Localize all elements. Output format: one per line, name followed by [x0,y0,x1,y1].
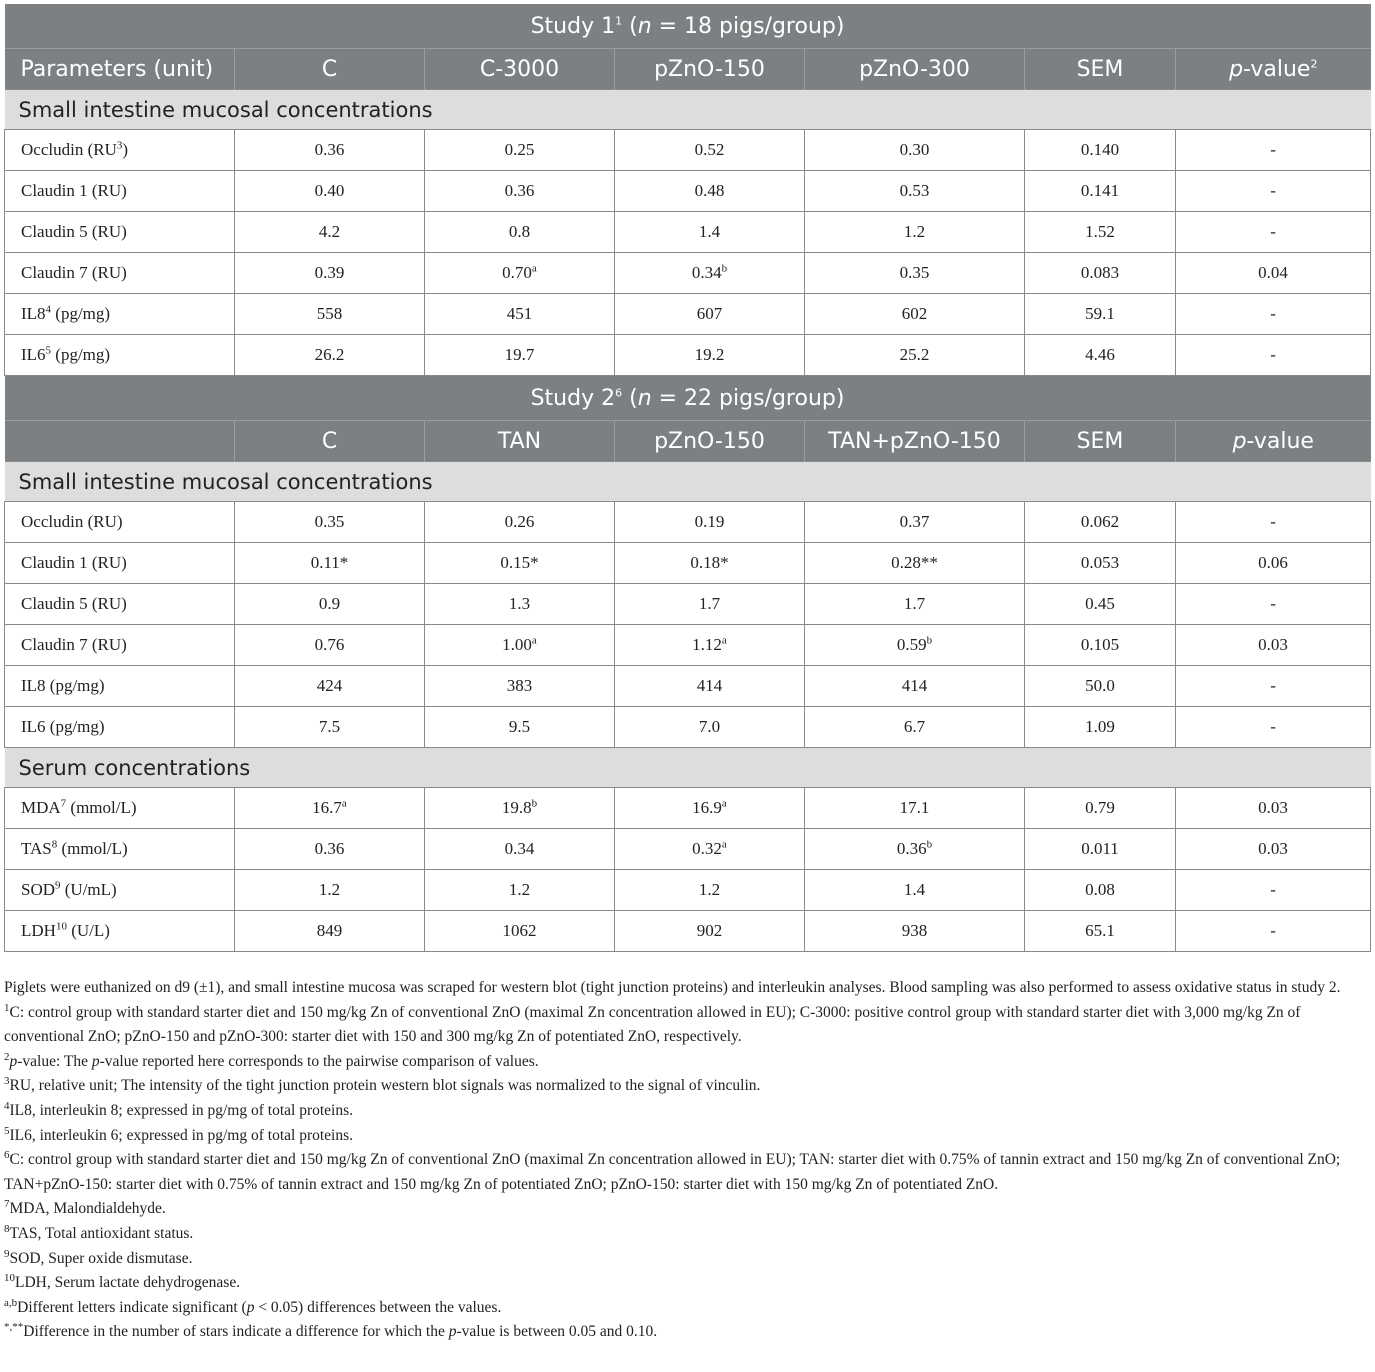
value-group-2-cell [425,130,615,171]
value-sem: 0.140 [1025,130,1176,171]
value-group-2-cell [425,707,615,748]
value-c-cell [235,543,425,584]
footnote-6: $^6$C: control group with standard starter diet and 150 mg/kg Zn of conventional ZnO (maximal Zn concentration allowed in EU); TAN: starter diet with 0.75% of tannin extract and 150 mg/kg Zn of conventional ZnO; TAN+pZnO-150: starter diet with 0.75% of tannin extract and 150 mg/kg Zn of potentiated ZnO; pZnO-150: starter diet with 150 mg/kg Zn of potentiated ZnO. [4,1149,1341,1193]
value-group-3-cell [615,543,805,584]
value-group-2: 0.26 [504,512,535,531]
value-group-2: 0.25 [504,140,535,159]
value-group-2: 1.00 [502,635,532,654]
parameter-name: LDH [21,921,56,940]
study1-header-row [5,49,1371,90]
value-c: 0.9 [318,594,341,613]
value-group-4: 1.2 [903,222,926,241]
value-group-2-cell [425,253,615,294]
value-sem: 4.46 [1025,335,1176,376]
value-group-2: 9.5 [508,717,531,736]
parameter-name: MDA [21,798,61,817]
value-c: 0.76 [314,635,345,654]
value-sem: 0.053 [1025,543,1176,584]
parameter-name: Occludin (RU [21,140,117,159]
header-sem: SEM [1025,49,1176,90]
value-group-2: 0.70 [502,263,532,282]
value-group-2: 451 [506,304,533,323]
table-row [5,253,1371,294]
value-group-4-cell [805,171,1025,212]
value-c: 1.2 [318,880,341,899]
value-p: 0.06 [1176,543,1371,584]
value-group-2: 19.7 [504,345,535,364]
value-p: 0.04 [1176,253,1371,294]
section-heading: Small intestine mucosal concentrations [5,462,1371,502]
value-group-3-cell [615,788,805,829]
table-row [5,335,1371,376]
value-group-4: 0.59 [896,635,927,654]
value-group-3-cell [615,502,805,543]
value-p: - [1176,870,1371,911]
table-row [5,829,1371,870]
value-group-3-cell [615,666,805,707]
value-group-4-cell [805,130,1025,171]
value-group-2: 1.2 [508,880,531,899]
value-group-4-cell [805,502,1025,543]
value-group-2: 1062 [502,921,537,940]
value-group-2: 0.15* [500,553,539,572]
footnote-marker: 3 [116,139,123,152]
footnote-5: $^5$IL6, interleukin 6; expressed in pg/mg of total proteins. [4,1124,354,1144]
footnote-ab: $^{a,b}$Different letters indicate significant (p < 0.05) differences between the values. [4,1296,502,1316]
parameter-name: Claudin 7 (RU) [21,263,127,282]
footnote-7: $^7$MDA, Malondialdehyde. [4,1198,166,1218]
value-p: - [1176,294,1371,335]
value-group-2: 0.36 [504,181,535,200]
header-pzno-300: pZnO-300 [805,49,1025,90]
results-table-container [4,4,1370,952]
study2-title-row [5,376,1371,421]
table-row [5,543,1371,584]
results-table [4,4,1371,952]
value-group-3-cell [615,294,805,335]
value-group-4: 1.4 [903,880,926,899]
value-sem: 0.45 [1025,584,1176,625]
value-group-4: 0.53 [899,181,930,200]
value-c: 26.2 [314,345,345,364]
value-group-3: 414 [696,676,723,695]
header-sem: SEM [1025,421,1176,462]
header-tan-pzno-150: TAN+pZnO-150 [805,421,1025,462]
parameter-cell [5,212,235,253]
header-c: C [235,49,425,90]
significance-letter: a [531,634,537,647]
significance-letter: a [721,838,727,851]
header-pzno-150: pZnO-150 [615,421,805,462]
parameter-unit: (pg/mg) [51,304,111,323]
value-p: - [1176,584,1371,625]
value-group-4: 0.37 [899,512,930,531]
value-sem: 0.083 [1025,253,1176,294]
parameter-name: TAS [21,839,52,858]
value-group-3: 0.52 [694,140,725,159]
value-group-4-cell [805,870,1025,911]
parameter-cell [5,625,235,666]
value-c-cell [235,625,425,666]
parameter-name: IL8 [21,304,46,323]
value-p: - [1176,171,1371,212]
section-heading: Serum concentrations [5,748,1371,788]
value-group-4: 17.1 [899,798,930,817]
value-group-3-cell [615,911,805,952]
value-c-cell [235,502,425,543]
value-p: - [1176,707,1371,748]
value-p: - [1176,666,1371,707]
value-c-cell [235,294,425,335]
value-c: 0.35 [314,512,345,531]
table-row [5,584,1371,625]
value-group-2-cell [425,294,615,335]
value-group-4-cell [805,584,1025,625]
header-tan: TAN [425,421,615,462]
footnote-4: $^4$IL8, interleukin 8; expressed in pg/mg of total proteins. [4,1099,354,1119]
value-group-4: 602 [901,304,928,323]
parameter-cell [5,829,235,870]
value-group-4: 0.30 [899,140,930,159]
value-group-3: 19.2 [694,345,725,364]
parameter-name: Claudin 1 (RU) [21,553,127,572]
value-group-2-cell [425,543,615,584]
value-group-2: 383 [506,676,533,695]
value-c-cell [235,911,425,952]
value-c: 849 [316,921,343,940]
parameter-unit: (pg/mg) [51,345,111,364]
parameter-name: Claudin 7 (RU) [21,635,127,654]
parameter-name: Occludin (RU) [21,512,123,531]
parameter-cell [5,911,235,952]
value-c-cell [235,788,425,829]
header-c-3000: C-3000 [425,49,615,90]
parameter-unit: (U/L) [66,921,110,940]
value-c-cell [235,212,425,253]
footnote-marker: 10 [55,920,67,933]
table-row [5,911,1371,952]
parameter-name: Claudin 5 (RU) [21,222,127,241]
significance-letter: b [531,797,538,810]
value-c: 16.7 [312,798,342,817]
table-row [5,212,1371,253]
value-p: - [1176,911,1371,952]
parameter-name: SOD [21,880,56,899]
section-heading: Small intestine mucosal concentrations [5,90,1371,130]
value-p: - [1176,212,1371,253]
parameter-cell [5,335,235,376]
value-group-4: 0.35 [899,263,930,282]
parameter-cell [5,171,235,212]
parameter-name: IL6 [21,345,46,364]
value-group-3: 1.7 [698,594,721,613]
significance-letter: b [721,262,728,275]
value-group-4-cell [805,543,1025,584]
parameter-cell [5,253,235,294]
value-p: - [1176,502,1371,543]
serum-section-row [5,748,1371,788]
value-sem: 0.79 [1025,788,1176,829]
significance-letter: b [926,634,933,647]
header-c: C [235,421,425,462]
study1-section-row [5,90,1371,130]
value-group-4: 6.7 [903,717,926,736]
footnote-10: $^{10}$LDH, Serum lactate dehydrogenase. [4,1271,241,1292]
parameter-name: Claudin 1 (RU) [21,181,127,200]
parameter-cell [5,543,235,584]
value-group-2-cell [425,335,615,376]
table-row [5,625,1371,666]
value-group-3-cell [615,335,805,376]
value-group-3-cell [615,625,805,666]
significance-letter: a [531,262,537,275]
significance-letter: a [721,797,727,810]
value-sem: 0.011 [1025,829,1176,870]
value-group-3-cell [615,212,805,253]
value-group-4: 1.7 [903,594,926,613]
value-group-3: 0.34 [691,263,722,282]
value-c-cell [235,335,425,376]
parameter-cell [5,666,235,707]
footnote-marker: 9 [55,879,61,892]
value-group-4-cell [805,829,1025,870]
parameter-name: Claudin 5 (RU) [21,594,127,613]
value-c: 0.39 [314,263,345,282]
value-group-2-cell [425,171,615,212]
value-p: 0.03 [1176,829,1371,870]
value-group-3: 16.9 [692,798,722,817]
value-group-2: 0.8 [508,222,531,241]
footnote-9: $^9$SOD, Super oxide dismutase. [4,1247,193,1267]
value-group-3-cell [615,829,805,870]
parameter-name: IL8 (pg/mg) [21,676,105,695]
value-group-3-cell [615,130,805,171]
value-group-3-cell [615,584,805,625]
value-group-4: 0.36 [896,839,927,858]
value-c-cell [235,584,425,625]
header-parameters: Parameters (unit) [5,49,235,90]
value-group-3-cell [615,870,805,911]
value-sem: 50.0 [1025,666,1176,707]
parameter-name: IL6 (pg/mg) [21,717,105,736]
value-sem: 0.141 [1025,171,1176,212]
value-c: 0.36 [314,140,345,159]
parameter-cell [5,788,235,829]
value-sem: 0.08 [1025,870,1176,911]
footnote-intro: Piglets were euthanized on d9 (±1), and small intestine mucosa was scraped for western blot (tight junction proteins) and interleukin analyses. Blood sampling was also performed to assess oxidative status in study 2. [4,979,1341,996]
parameter-unit: (mmol/L) [66,798,137,817]
value-group-4: 0.28** [891,553,938,572]
value-c-cell [235,870,425,911]
study1-title-row [5,4,1371,49]
value-group-4-cell [805,625,1025,666]
value-sem: 65.1 [1025,911,1176,952]
value-group-4-cell [805,707,1025,748]
value-group-4-cell [805,212,1025,253]
value-c-cell [235,171,425,212]
value-group-3: 1.2 [698,880,721,899]
value-sem: 1.09 [1025,707,1176,748]
parameter-unit: ) [122,140,129,159]
parameter-cell [5,130,235,171]
value-group-4-cell [805,253,1025,294]
value-c: 0.11* [310,553,349,572]
table-row [5,870,1371,911]
table-footnotes [4,976,1370,1345]
value-group-3: 0.18* [690,553,729,572]
value-group-3-cell [615,171,805,212]
value-c-cell [235,130,425,171]
value-group-3: 1.4 [698,222,721,241]
value-group-2-cell [425,870,615,911]
value-group-2-cell [425,502,615,543]
footnote-3: $^3$RU, relative unit; The intensity of the tight junction protein western blot signals was normalized to the signal of vinculin. [4,1075,761,1095]
value-sem: 0.062 [1025,502,1176,543]
footnote-marker: 5 [45,344,52,357]
value-c-cell [235,666,425,707]
table-row [5,707,1371,748]
value-c: 0.40 [314,181,345,200]
value-group-4: 25.2 [899,345,930,364]
significance-letter: a [721,634,727,647]
value-c-cell [235,253,425,294]
parameter-cell [5,584,235,625]
parameter-cell [5,870,235,911]
parameter-unit: (U/mL) [60,880,117,899]
table-row [5,666,1371,707]
parameter-cell [5,707,235,748]
value-c-cell [235,707,425,748]
value-group-4-cell [805,335,1025,376]
value-group-3: 0.32 [692,839,722,858]
study1-title: Study $1^1$ (n = 18 pigs/group) [5,4,1371,49]
value-group-2-cell [425,584,615,625]
value-group-2-cell [425,212,615,253]
value-group-4: 414 [901,676,928,695]
footnote-8: $^8$TAS, Total antioxidant status. [4,1222,194,1242]
footnote-1: $^1$C: control group with standard starter diet and 150 mg/kg Zn of conventional ZnO (maximal Zn concentration allowed in EU); C-3000: positive control group with standard starter diet with 3,000 mg/kg Zn of conventional ZnO; pZnO-150 and pZnO-300: starter diet with 150 and 300 mg/kg Zn of potentiated ZnO, respectively. [4,1001,1301,1046]
footnote-marker: 8 [51,838,58,851]
footnote-marker: 7 [60,797,67,810]
header-parameters [5,421,235,462]
value-group-2-cell [425,911,615,952]
value-group-2-cell [425,625,615,666]
significance-letter: a [341,797,347,810]
table-row [5,502,1371,543]
value-c: 0.36 [314,839,345,858]
value-c: 424 [316,676,343,695]
parameter-cell [5,294,235,335]
value-group-4: 938 [901,921,928,940]
footnote-2: $^2$p-value: The p-value reported here corresponds to the pairwise comparison of values. [4,1050,539,1070]
value-sem: 59.1 [1025,294,1176,335]
value-group-3-cell [615,253,805,294]
value-group-4-cell [805,788,1025,829]
value-group-3-cell [615,707,805,748]
value-group-3: 0.19 [694,512,725,531]
study2-header-row [5,421,1371,462]
value-c: 558 [316,304,343,323]
table-row [5,130,1371,171]
value-group-4-cell [805,666,1025,707]
value-group-3: 607 [696,304,723,323]
value-group-4-cell [805,294,1025,335]
study2-section-row [5,462,1371,502]
value-group-3: 7.0 [698,717,721,736]
value-group-2: 0.34 [504,839,535,858]
value-c-cell [235,829,425,870]
study2-title: Study $2^6$ (n = 22 pigs/group) [5,376,1371,421]
table-row [5,294,1371,335]
footnote-marker: 4 [45,303,52,316]
header-pzno-150: pZnO-150 [615,49,805,90]
value-p: - [1176,335,1371,376]
value-p: 0.03 [1176,788,1371,829]
parameter-cell [5,502,235,543]
value-c: 7.5 [318,717,341,736]
header-p-value: p-value [1176,421,1371,462]
value-sem: 1.52 [1025,212,1176,253]
table-row [5,788,1371,829]
value-group-4-cell [805,911,1025,952]
value-group-2-cell [425,829,615,870]
parameter-unit: (mmol/L) [57,839,128,858]
value-p: 0.03 [1176,625,1371,666]
value-group-2-cell [425,666,615,707]
value-group-3: 902 [696,921,723,940]
value-group-3: 1.12 [692,635,722,654]
value-group-2: 1.3 [508,594,531,613]
significance-letter: b [926,838,933,851]
value-group-2: 19.8 [501,798,532,817]
value-sem: 0.105 [1025,625,1176,666]
value-group-3: 0.48 [694,181,725,200]
table-row [5,171,1371,212]
footnote-stars: *,**Difference in the number of stars indicate a difference for which the p-value is between 0.05 and 0.10. [4,1321,658,1341]
value-group-2-cell [425,788,615,829]
header-p-value: p-value$^2$ [1176,49,1371,90]
value-c: 4.2 [318,222,341,241]
value-p: - [1176,130,1371,171]
